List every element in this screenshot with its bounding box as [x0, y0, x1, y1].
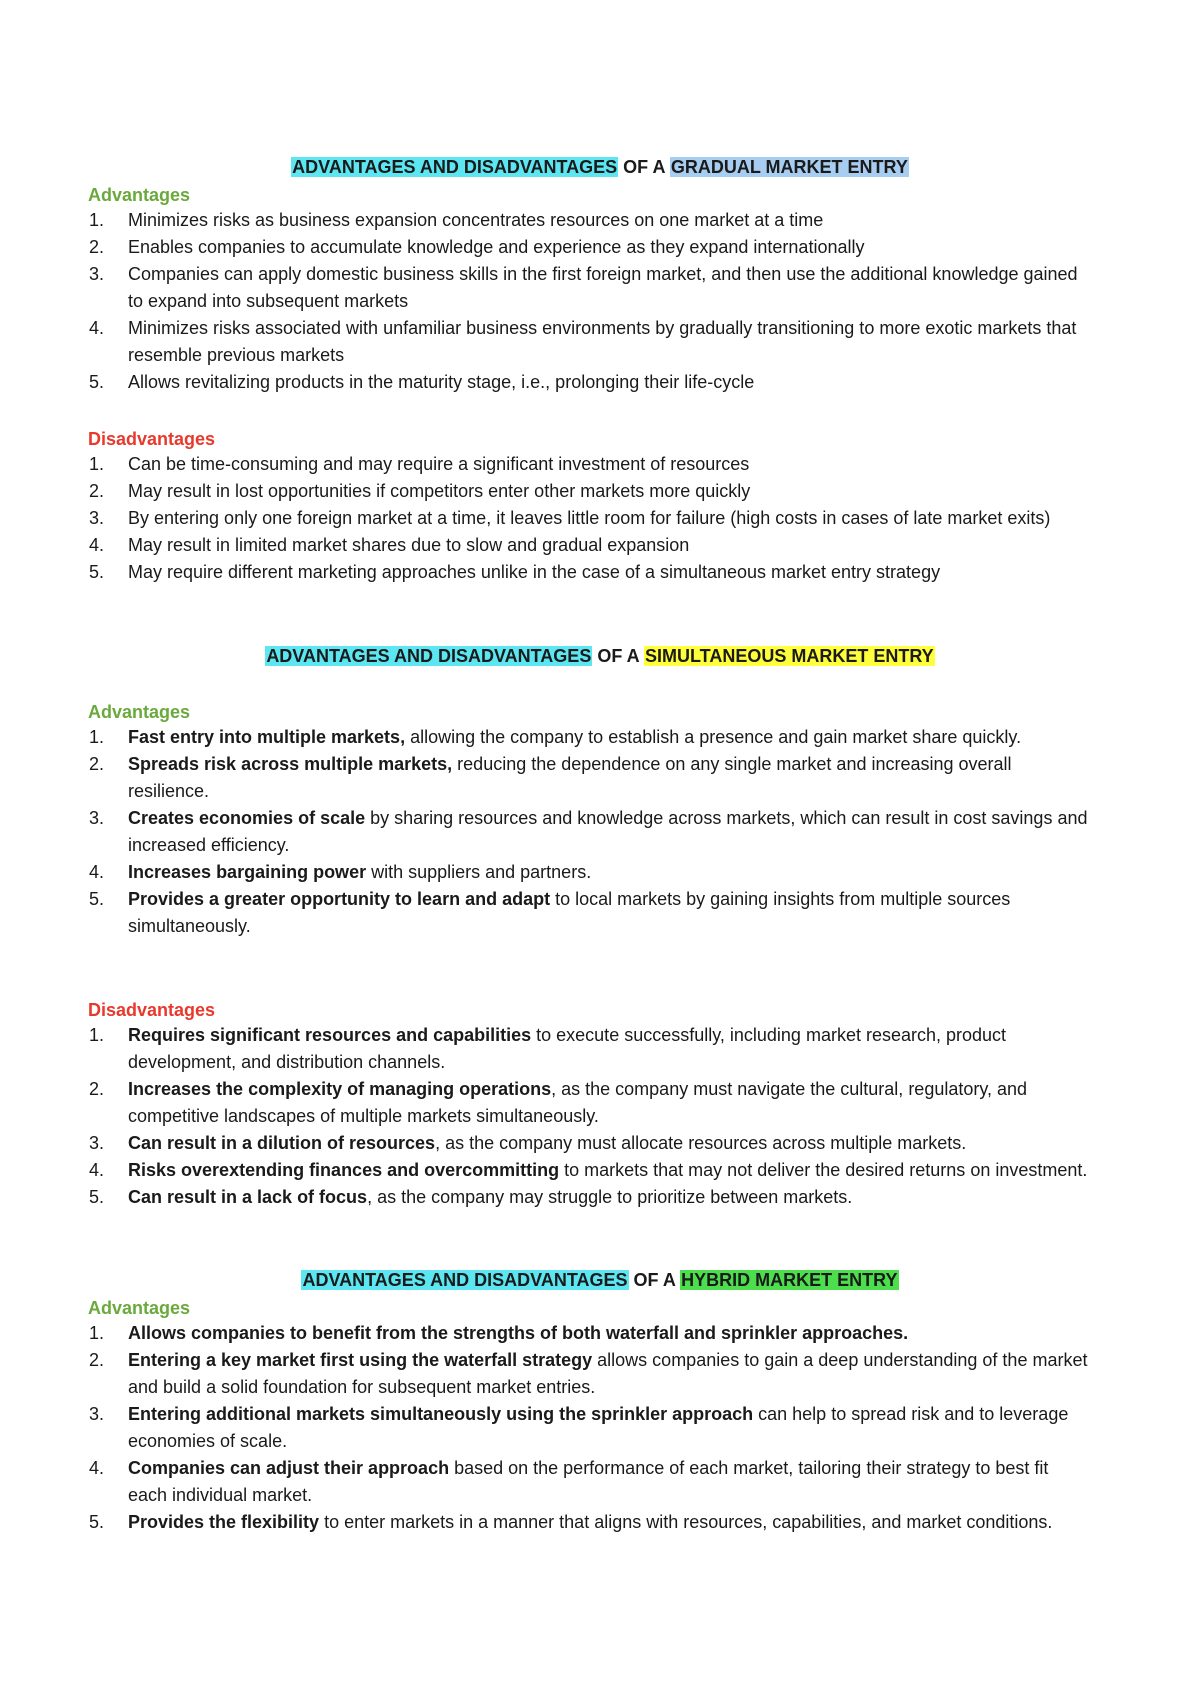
list-item-text: Companies can apply domestic business skills in the first foreign market, and then use the additional knowledge gained to expand into subsequent markets: [128, 264, 1078, 311]
list-item-number: 3.: [89, 508, 105, 528]
list-item-number: 2.: [89, 754, 105, 774]
list-item-bold-text: Requires significant resources and capabilities: [128, 1025, 532, 1045]
gradual-heading: [0, 156, 1200, 178]
list-item-text: with suppliers and partners.: [366, 862, 592, 882]
list-item-text: based on the performance of each market, tailoring their strategy to best fit each individual market.: [128, 1458, 1049, 1505]
list-item-number: 4.: [89, 535, 105, 555]
list-item: [0, 751, 1200, 805]
hybrid-heading: [0, 1269, 1200, 1291]
list-item-bold-text: Fast entry into multiple markets,: [128, 727, 406, 747]
list-item-bold-text: Allows companies to benefit from the strengths of both waterfall and sprinkler approaches.: [128, 1323, 909, 1343]
list-item: [0, 369, 1200, 396]
list-item-number: 4.: [89, 318, 105, 338]
list-item: [0, 859, 1200, 886]
heading-connector: OF A: [592, 646, 644, 666]
list-item: [0, 532, 1200, 559]
list-item-number: 5.: [89, 372, 105, 392]
list-item-bold-text: Can result in a dilution of resources: [128, 1133, 436, 1153]
list-item: [0, 886, 1200, 940]
list-item: [0, 1455, 1200, 1509]
list-item-number: 1.: [89, 454, 105, 474]
list-item-text: to execute successfully, including market research, product development, and distribution channels.: [128, 1025, 1007, 1072]
heading-highlight: ADVANTAGES AND DISADVANTAGES: [266, 646, 592, 666]
list-item-number: 3.: [89, 264, 105, 284]
list-item-text: , as the company may struggle to prioritize between markets.: [367, 1187, 853, 1207]
list-item-number: 2.: [89, 1079, 105, 1099]
list-item-bold-text: Companies can adjust their approach: [128, 1458, 450, 1478]
list-item-number: 1.: [89, 1025, 105, 1045]
simultaneous-advantages-label: Advantages: [88, 702, 191, 722]
list-item-bold-text: Entering additional markets simultaneously using the sprinkler approach: [128, 1404, 754, 1424]
list-item-bold-text: Creates economies of scale: [128, 808, 366, 828]
list-item-text: Can be time-consuming and may require a significant investment of resources: [128, 454, 750, 474]
list-item-number: 3.: [89, 808, 105, 828]
list-item-bold-text: Can result in a lack of focus: [128, 1187, 368, 1207]
list-item-bold-text: Provides the flexibility: [128, 1512, 320, 1532]
simultaneous-disadvantages-label: Disadvantages: [88, 1000, 216, 1020]
list-item: [0, 234, 1200, 261]
list-item: [0, 451, 1200, 478]
list-item: [0, 1320, 1200, 1347]
list-item: [0, 1076, 1200, 1130]
list-item-number: 4.: [89, 1160, 105, 1180]
gradual-disadvantages-label: Disadvantages: [88, 429, 216, 449]
list-item-text: , as the company must navigate the cultural, regulatory, and competitive landscapes of multiple markets simultaneously.: [128, 1079, 1028, 1126]
list-item-bold-text: Entering a key market first using the waterfall strategy: [128, 1350, 593, 1370]
list-item-bold-text: Risks overextending finances and overcommitting: [128, 1160, 560, 1180]
list-item: [0, 805, 1200, 859]
gradual-advantages-label: Advantages: [88, 185, 191, 205]
list-item: [0, 1130, 1200, 1157]
list-item-text: Enables companies to accumulate knowledge and experience as they expand internationally: [128, 237, 865, 257]
list-item-text: May require different marketing approaches unlike in the case of a simultaneous market entry strategy: [128, 562, 941, 582]
heading-highlight: HYBRID MARKET ENTRY: [681, 1270, 898, 1290]
simultaneous-advantages-list: [0, 724, 1200, 940]
hybrid-advantages-list: [0, 1320, 1200, 1536]
simultaneous-disadvantages-list: [0, 1022, 1200, 1211]
list-item-number: 1.: [89, 727, 105, 747]
list-item-bold-text: Spreads risk across multiple markets,: [128, 754, 453, 774]
list-item-number: 4.: [89, 862, 105, 882]
list-item-number: 5.: [89, 1512, 105, 1532]
list-item-text: Minimizes risks associated with unfamiliar business environments by gradually transitioning to more exotic markets that resemble previous markets: [128, 318, 1077, 365]
list-item-number: 1.: [89, 210, 105, 230]
list-item: [0, 1157, 1200, 1184]
list-item-text: May result in limited market shares due to slow and gradual expansion: [128, 535, 690, 555]
list-item-text: to local markets by gaining insights from multiple sources simultaneously.: [128, 889, 1011, 936]
list-item: [0, 559, 1200, 586]
list-item: [0, 505, 1200, 532]
list-item: [0, 315, 1200, 369]
list-item: [0, 261, 1200, 315]
list-item-number: 5.: [89, 889, 105, 909]
list-item-bold-text: Increases bargaining power: [128, 862, 367, 882]
list-item-text: can help to spread risk and to leverage economies of scale.: [128, 1404, 1069, 1451]
list-item: [0, 1401, 1200, 1455]
list-item: [0, 724, 1200, 751]
heading-connector: OF A: [628, 1270, 681, 1290]
list-item-number: 4.: [89, 1458, 105, 1478]
gradual-disadvantages-list: [0, 451, 1200, 586]
list-item: [0, 478, 1200, 505]
list-item-text: , as the company must allocate resources across multiple markets.: [435, 1133, 967, 1153]
list-item: [0, 1347, 1200, 1401]
list-item: [0, 1184, 1200, 1211]
list-item-number: 1.: [89, 1323, 105, 1343]
list-item-text: by sharing resources and knowledge across markets, which can result in cost savings and increased efficiency.: [128, 808, 1088, 855]
list-item-number: 5.: [89, 1187, 105, 1207]
list-item-text: Allows revitalizing products in the maturity stage, i.e., prolonging their life-cycle: [128, 372, 755, 392]
list-item-number: 3.: [89, 1133, 105, 1153]
heading-connector: OF A: [618, 157, 670, 177]
heading-highlight: SIMULTANEOUS MARKET ENTRY: [645, 646, 934, 666]
gradual-advantages-list: [0, 207, 1200, 396]
hybrid-advantages-label: Advantages: [88, 1298, 191, 1318]
list-item: [0, 207, 1200, 234]
list-item-text: to enter markets in a manner that aligns with resources, capabilities, and market conditions.: [319, 1512, 1053, 1532]
list-item: [0, 1509, 1200, 1536]
list-item-number: 2.: [89, 237, 105, 257]
simultaneous-heading: [0, 645, 1200, 667]
list-item-number: 3.: [89, 1404, 105, 1424]
list-item-text: allows companies to gain a deep understanding of the market and build a solid foundation for subsequent market entries.: [128, 1350, 1088, 1397]
list-item: [0, 1022, 1200, 1076]
heading-highlight: ADVANTAGES AND DISADVANTAGES: [292, 157, 618, 177]
list-item-text: reducing the dependence on any single market and increasing overall resilience.: [128, 754, 1012, 801]
list-item-number: 5.: [89, 562, 105, 582]
list-item-text: By entering only one foreign market at a time, it leaves little room for failure (high costs in cases of late market exits): [128, 508, 1051, 528]
heading-highlight: GRADUAL MARKET ENTRY: [670, 157, 908, 177]
list-item-text: May result in lost opportunities if competitors enter other markets more quickly: [128, 481, 751, 501]
list-item-text: Minimizes risks as business expansion concentrates resources on one market at a time: [128, 210, 824, 230]
list-item-text: to markets that may not deliver the desired returns on investment.: [559, 1160, 1088, 1180]
list-item-bold-text: Increases the complexity of managing operations: [128, 1079, 552, 1099]
heading-highlight: ADVANTAGES AND DISADVANTAGES: [302, 1270, 628, 1290]
list-item-number: 2.: [89, 481, 105, 501]
list-item-text: allowing the company to establish a presence and gain market share quickly.: [405, 727, 1022, 747]
list-item-bold-text: Provides a greater opportunity to learn and adapt: [128, 889, 551, 909]
list-item-number: 2.: [89, 1350, 105, 1370]
